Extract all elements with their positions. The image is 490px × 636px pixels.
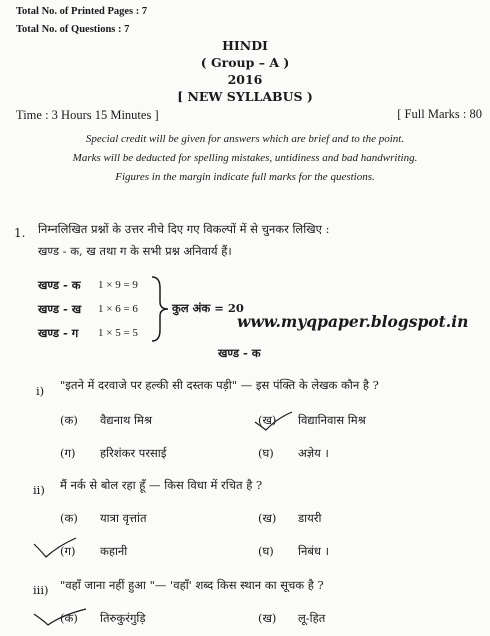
option-text: अज्ञेय ।	[298, 446, 329, 460]
questions-count: Total No. of Questions : 7	[16, 24, 130, 35]
printed-pages-count: Total No. of Printed Pages : 7	[16, 6, 148, 17]
syllabus-label: [ NEW SYLLABUS )	[177, 89, 313, 104]
tick-mark-icon	[252, 410, 296, 432]
option-key: (ख)	[258, 511, 277, 525]
option-text: कहानी	[100, 544, 128, 558]
question-number: iii)	[33, 583, 49, 597]
section-formula: 1 × 9 = 9	[98, 279, 138, 291]
subject-title: HINDI	[222, 38, 268, 53]
group-label: ( Group – A )	[200, 55, 290, 70]
question-number: 1.	[14, 226, 26, 240]
option-key: (क)	[60, 611, 78, 625]
total-marks: कुल अंक = 20	[172, 301, 244, 315]
instruction-line: Figures in the margin indicate full marks for the questions.	[115, 171, 375, 183]
option-text: हरिशंकर परसाई	[100, 446, 167, 460]
question-number: i)	[36, 384, 45, 398]
question-text: मैं नर्क से बोल रहा हूँ — किस विधा में रचित है ?	[60, 478, 263, 492]
section-label: खण्ड - क	[38, 278, 81, 292]
option-key: (घ)	[258, 544, 274, 558]
question-text: निम्नलिखित प्रश्नों के उत्तर नीचे दिए गए विकल्पों में से चुनकर लिखिए :	[38, 222, 330, 236]
option-text: वैद्यनाथ मिश्र	[100, 413, 153, 427]
tick-mark-icon	[30, 604, 90, 628]
option-key: (ख)	[258, 611, 277, 625]
section-label: खण्ड - ग	[38, 326, 79, 340]
option-key: (घ)	[258, 446, 274, 460]
option-text: डायरी	[298, 511, 322, 525]
option-text: विद्यानिवास मिश्र	[298, 413, 366, 427]
instruction-line: Special credit will be given for answers which are brief and to the point.	[85, 133, 405, 145]
question-text: "वहाँ जाना नहीं हुआ "— 'वहाँ' शब्द किस स्थान का सूचक है ?	[60, 578, 324, 592]
option-text: निबंध ।	[298, 544, 330, 558]
instruction-line: Marks will be deducted for spelling mistakes, untidiness and bad handwriting.	[72, 152, 418, 164]
option-key: (ख)	[258, 413, 277, 427]
tick-mark-icon	[30, 536, 80, 560]
option-key: (क)	[60, 413, 78, 427]
question-number: ii)	[33, 483, 45, 497]
section-label: खण्ड - ख	[38, 302, 82, 316]
time-allowed: Time : 3 Hours 15 Minutes ]	[16, 108, 159, 122]
section-heading: खण्ड - क	[218, 346, 261, 360]
full-marks: [ Full Marks : 80	[397, 107, 482, 121]
option-text: तिरुकुरंगुड़ि	[100, 611, 146, 625]
option-text: यात्रा वृत्तांत	[100, 511, 147, 525]
watermark-url: www.myqpaper.blogspot.in	[237, 312, 469, 331]
option-text: लू-हित	[298, 611, 326, 625]
option-key: (क)	[60, 511, 78, 525]
option-key: (ग)	[60, 544, 76, 558]
section-formula: 1 × 6 = 6	[98, 303, 138, 315]
section-formula: 1 × 5 = 5	[98, 327, 138, 339]
curly-brace-icon	[148, 274, 172, 344]
question-text: "इतने में दरवाजे पर हल्की सी दस्तक पड़ी" — इस पंक्ति के लेखक कौन है ?	[60, 378, 379, 392]
option-key: (ग)	[60, 446, 76, 460]
question-subtext: खण्ड - क, ख तथा ग के सभी प्रश्न अनिवार्य हैं।	[38, 244, 232, 258]
exam-year: 2016	[227, 72, 263, 87]
